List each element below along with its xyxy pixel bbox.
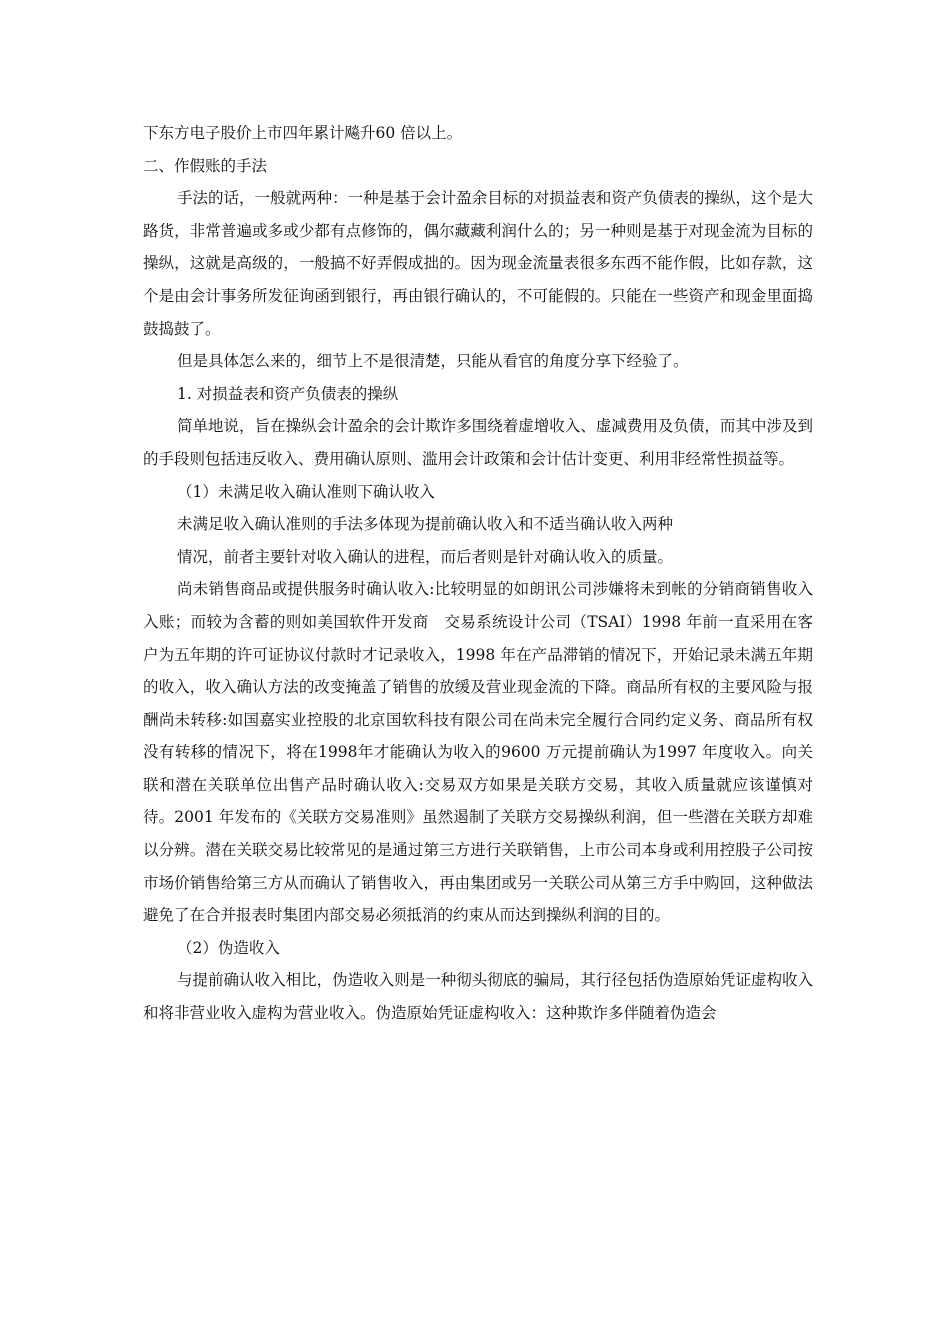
paragraph-recognition-types: 未满足收入确认准则的手法多体现为提前确认收入和不适当确认收入两种 [177,515,674,534]
document-body [143,117,813,1030]
paragraph-two-methods: 手法的话，一般就两种：一种是基于会计盈余目标的对损益表和资产负债表的操纵，这个是大路货，非常普遍或多或少都有点修饰的，偶尔藏藏利润什么的；另一种则是基于对现金流为目标的操纵，这就是高级的，一般搞不好弄假成拙的。因为现金流量表很多东西不能作假，比如存款，这个是由会计事务所发征询函到银行，再由银行确认的，不可能假的。只能在一些资产和现金里面捣鼓捣鼓了。 [143,189,813,338]
heading-early-revenue-recognition: （1）未满足收入确认准则下确认收入 [177,482,435,501]
paragraph-recognition-types-cont: 情况，前者主要针对收入确认的进程，而后者则是针对确认收入的质量。 [177,547,674,566]
heading-fabricated-revenue: （2）伪造收入 [177,938,280,957]
heading-income-statement-manipulation: 1. 对损益表和资产负债表的操纵 [177,384,399,403]
paragraph-experience: 但是具体怎么来的，细节上不是很清楚，只能从看官的角度分享下经验了。 [177,352,689,371]
paragraph-earnings-fraud-summary: 简单地说，旨在操纵会计盈余的会计欺诈多围绕着虚增收入、虚减费用及负债，而其中涉及到的手段则包括违反收入、费用确认原则、滥用会计政策和会计估计变更、利用非经常性损益等。 [143,417,813,468]
paragraph-fabricated-revenue: 与提前确认收入相比，伪造收入则是一种彻头彻底的骗局，其行径包括伪造原始凭证虚构收入和将非营业收入虚构为营业收入。伪造原始凭证虚构收入：这种欺诈多伴随着伪造会 [143,971,813,1023]
paragraph-case-examples: 尚未销售商品或提供服务时确认收入:比较明显的如朗讯公司涉嫌将未到帐的分销商销售收入入账；而较为含蓄的则如美国软件开发商 交易系统设计公司（TSAI）1998 年前一直采用在客户为五年期的许可证协议付款时才记录收入，1998 年在产品滞销的情况下，开始记录未满五年期的收入，收入确认方法的改变掩盖了销售的放缓及营业现金流的下降。商品所有权的主要风险与报酬尚未转移:如国嘉实业控股的北京国软科技有限公司在尚未完全履行合同约定义务、商品所有权没有转移的情况下，将在1998年才能确认为收入的9600 万元提前确认为1997 年度收入。向关联和潜在关联单位出售产品时确认收入:交易双方如果是关联方交易，其收入质量就应该谨慎对待。2001 年发布的《关联方交易准则》虽然遏制了关联方交易操纵利润，但一些潜在关联方却难以分辨。潜在关联交易比较常见的是通过第三方进行关联销售，上市公司本身或利用控股子公司按市场价销售给第三方从而确认了销售收入，再由集团或另一关联公司从第三方手中购回，这种做法避免了在合并报表时集团内部交易必须抵消的约束从而达到操纵利润的目的。 [143,580,813,925]
heading-fraud-methods: 二、作假账的手法 [143,156,268,175]
paragraph-dongfang-stock: 下东方电子股价上市四年累计飚升60 倍以上。 [143,124,463,142]
